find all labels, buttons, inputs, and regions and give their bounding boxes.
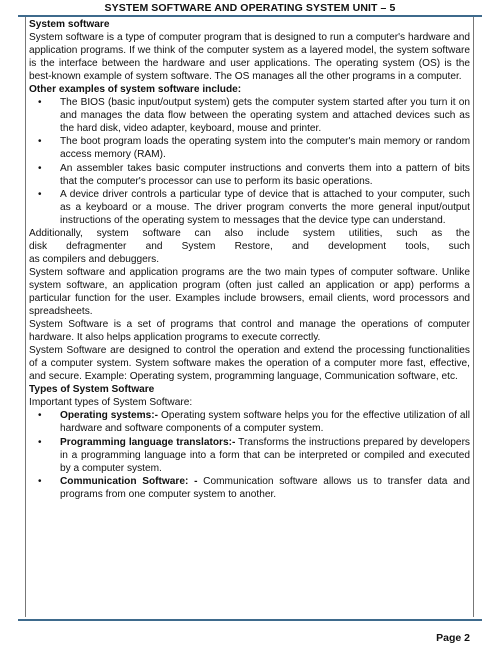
bullet-icon: • — [38, 188, 42, 200]
paragraph-additionally-line-2: disk defragmenter and System Restore, and development tools, such — [29, 240, 470, 252]
list-item: • Operating systems:- Operating system software helps you for the effective utilization of all hardware and software components of a computer system. — [38, 410, 471, 435]
list-item: • Programming language translators:- Transforms the instructions prepared by developers in a programming language into a form that can be interpreted or compiled and executed by a computer system. — [38, 436, 470, 474]
bullet-icon: • — [38, 475, 42, 487]
footer-rule — [18, 619, 482, 621]
page-number: Page 2 — [436, 632, 470, 644]
paragraph-definition: System Software is a set of programs that control and manage the operations of computer hardware. It also helps application programs to execute correctly. — [29, 319, 470, 344]
list-item: • Communication Software: - Communication software allows us to transfer data and programs from one computer system to another. — [38, 475, 470, 500]
section-heading-types: Types of System Software — [29, 384, 155, 396]
paragraph-additionally-line-1: Additionally, system software can also include system utilities, such as the — [29, 227, 470, 239]
paragraph-purpose: System Software are designed to control the operation and extend the processing functionalities of a computer system. System software makes the operation of a computer more fast, effective, and secure. Example: Operating system, programming language, Communication software, etc. — [29, 345, 470, 383]
bullet-icon: • — [38, 436, 42, 448]
bullet-icon: • — [38, 97, 42, 109]
bullet-icon: • — [38, 136, 42, 148]
paragraph-application-programs: System software and application programs are the two main types of computer software. Unlike system software, an application program (often just called an application or app) performs a particular function for the user. Examples include browsers, email clients, word processors and spreadsheets. — [29, 266, 470, 318]
list-item: • A device driver controls a particular type of device that is attached to your computer, such as a keyboard or a mouse. The driver program converts the more general input/output instructions of the operating system to messages that the device type can understand. — [38, 188, 470, 226]
examples-list — [29, 96, 470, 226]
paragraph-intro: System software is a type of computer program that is designed to run a computer's hardware and application programs. If we think of the computer system as a layered model, the system software is the interface between the hardware and user applications. The operating system (OS) is the best-known example of system software. The OS manages all the other programs in a computer. — [29, 32, 470, 83]
section-heading-system-software: System software — [29, 19, 110, 30]
page-header-title: SYSTEM SOFTWARE AND OPERATING SYSTEM UNIT – 5 — [104, 2, 396, 14]
list-item: • The boot program loads the operating system into the computer's main memory or random access memory (RAM). — [38, 136, 470, 161]
paragraph-important-types: Important types of System Software: — [29, 397, 193, 409]
term-label: Programming language translators:- — [60, 436, 236, 448]
term-label: Operating systems:- — [60, 410, 159, 422]
term-label: Communication Software: - — [60, 475, 198, 487]
section-heading-other-examples: Other examples of system software include: — [29, 84, 242, 96]
paragraph-additionally-line-3: as compilers and debuggers. — [29, 253, 160, 265]
list-item: • The BIOS (basic input/output system) gets the computer system started after you turn it on and manages the data flow between the operating system and attached devices such as the hard disk, video adapter, keyboard, mouse and printer. — [38, 97, 470, 135]
list-item: • An assembler takes basic computer instructions and converts them into a pattern of bits that the computer's processor can use to perform its basic operations. — [38, 162, 470, 187]
bullet-icon: • — [38, 162, 42, 174]
bullet-icon: • — [38, 410, 42, 422]
document-body — [29, 18, 470, 501]
types-list — [29, 409, 470, 500]
